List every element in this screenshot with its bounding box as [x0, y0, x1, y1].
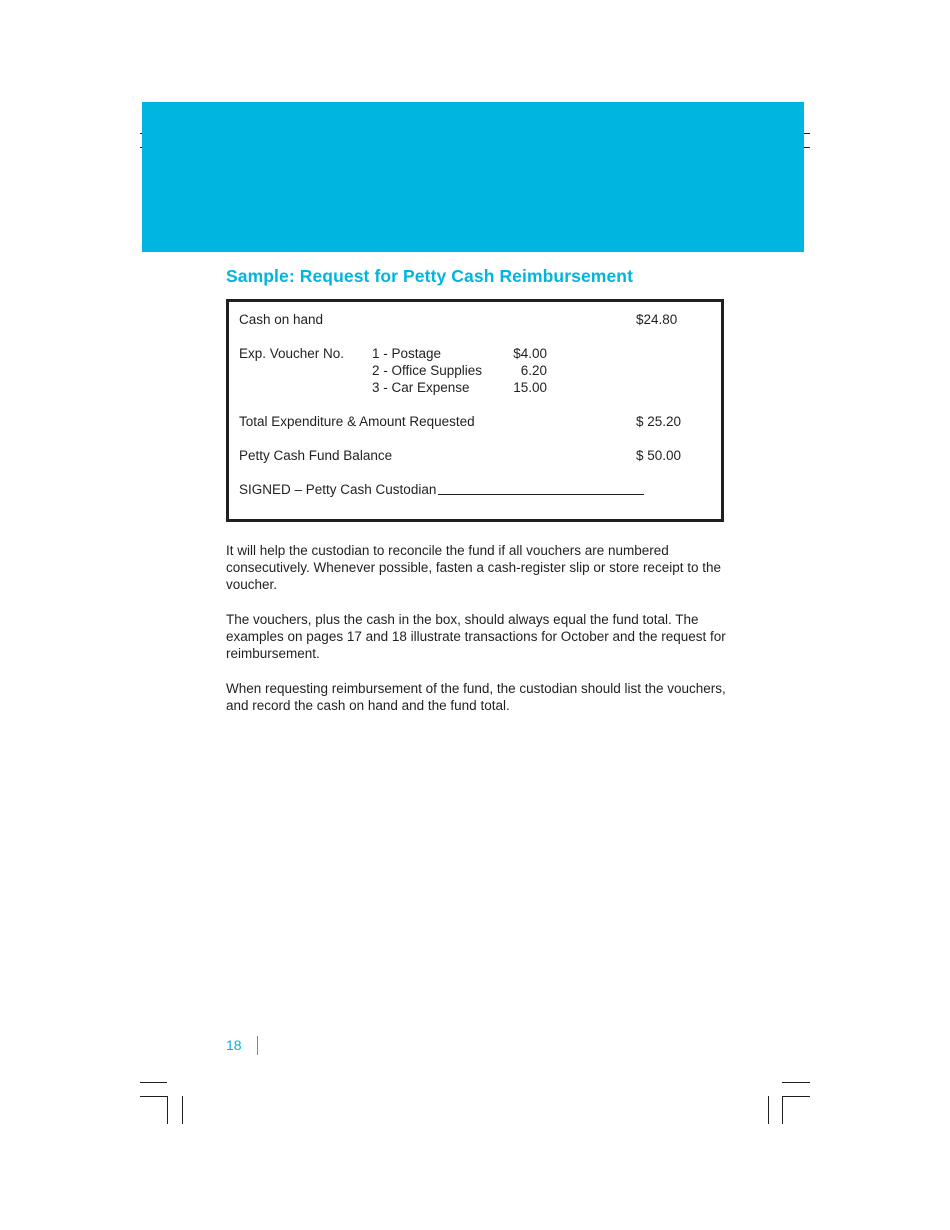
- total-label: Total Expenditure & Amount Requested: [239, 414, 475, 429]
- signature-line: [438, 494, 644, 495]
- cash-on-hand-value: $24.80: [636, 312, 678, 327]
- voucher-amount: 15.00: [513, 380, 547, 395]
- page-number-divider: [257, 1036, 258, 1055]
- balance-value: $ 50.00: [636, 448, 682, 463]
- cash-on-hand-label: Cash on hand: [239, 312, 324, 327]
- page-title: Sample: Request for Petty Cash Reimbursement: [226, 266, 634, 286]
- voucher-item: 2 - Office Supplies: [372, 363, 483, 378]
- paragraph: When requesting reimbursement of the fund, the custodian should list the vouchers, and record the cash on hand and the fund total.: [226, 681, 726, 714]
- signed-label: SIGNED – Petty Cash Custodian: [239, 482, 437, 497]
- reimbursement-form: [226, 299, 724, 522]
- voucher-label: Exp. Voucher No.: [239, 346, 345, 361]
- voucher-item: 1 - Postage: [372, 346, 442, 361]
- total-value: $ 25.20: [636, 414, 682, 429]
- header-banner: [142, 102, 804, 252]
- voucher-item: 3 - Car Expense: [372, 380, 470, 395]
- paragraph: It will help the custodian to reconcile the fund if all vouchers are numbered consecutively. Whenever possible, fasten a cash-register slip or store receipt to the voucher.: [226, 543, 721, 593]
- page-number: 18: [226, 1037, 242, 1053]
- balance-label: Petty Cash Fund Balance: [239, 448, 393, 463]
- voucher-amount: 6.20: [520, 363, 547, 378]
- voucher-amount: $4.00: [513, 346, 547, 361]
- paragraph: The vouchers, plus the cash in the box, should always equal the fund total. The examples on pages 17 and 18 illustrate transactions for October and the request for reimbursement.: [226, 612, 726, 662]
